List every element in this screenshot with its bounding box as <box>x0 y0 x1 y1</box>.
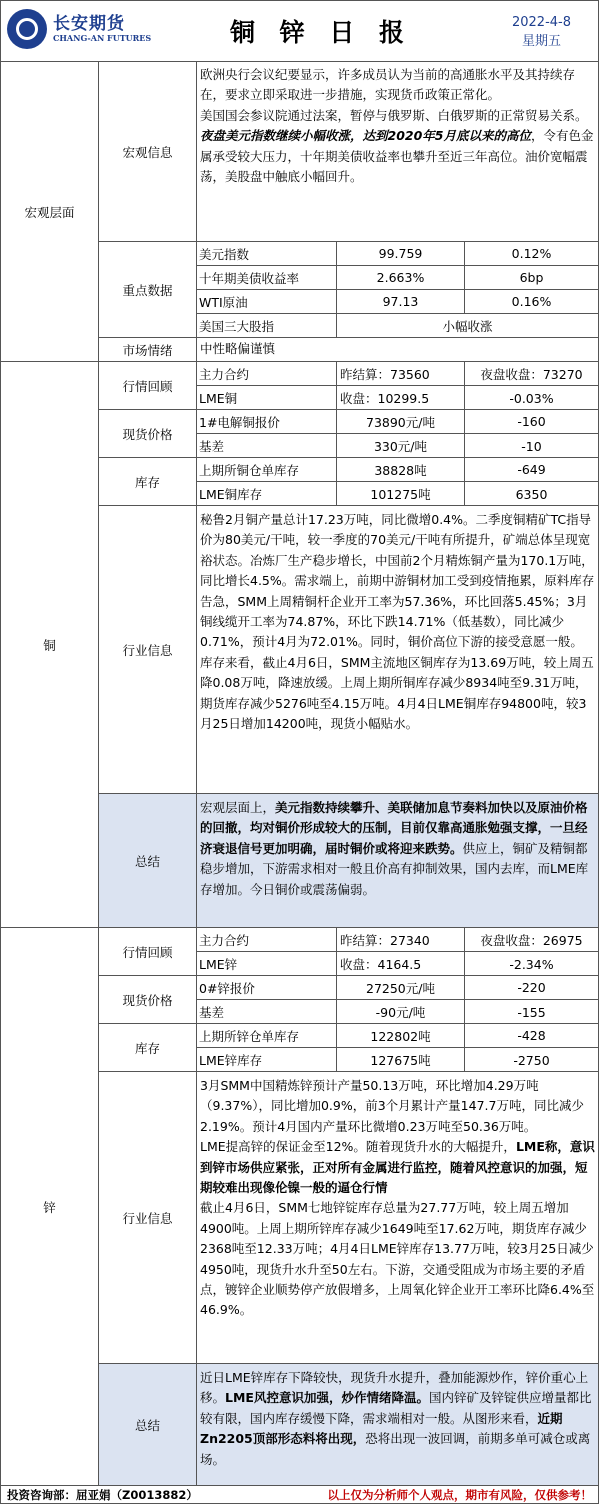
data-value-cell: 小幅收涨 <box>442 319 493 334</box>
copper-summary-row <box>99 794 598 927</box>
macro-info-row <box>99 62 598 242</box>
table-row <box>197 386 598 410</box>
row-label: 市场情绪 <box>99 338 197 361</box>
macro-info-text <box>197 62 598 241</box>
row-label: 现货价格 <box>99 410 197 457</box>
table-row <box>197 1000 598 1024</box>
zinc-inventory-row <box>99 1024 598 1072</box>
data-name-cell: 美元指数 <box>197 242 337 265</box>
date-text: 2022-4-8 <box>511 15 571 30</box>
data-value-cell: 127675吨 <box>337 1048 465 1072</box>
table-row <box>197 242 598 266</box>
data-change-cell: -649 <box>517 462 546 477</box>
data-value-cell: 收盘：10299.5 <box>337 386 465 410</box>
data-name-cell: 上期所锌仓单库存 <box>197 1024 337 1047</box>
table-row <box>197 362 598 386</box>
table-row <box>197 458 598 482</box>
table-row <box>197 434 598 458</box>
data-name-cell: WTI原油 <box>197 290 337 313</box>
data-change-cell: -155 <box>517 1004 546 1020</box>
industry-highlight: LME称，意识到锌市场供应紧张，正对所有金属进行监控，随着风控意识的加强，短期较难出现像伦镍一般的逼仓行情 <box>200 1139 595 1196</box>
weekday-text: 星期五 <box>521 34 561 49</box>
data-value-cell: 330元/吨 <box>337 434 465 458</box>
data-name-cell: 十年期美债收益率 <box>197 266 337 289</box>
zinc-review-row <box>99 928 598 976</box>
copper-inventory-row <box>99 458 598 506</box>
key-data-row <box>99 242 598 338</box>
copper-review-row <box>99 362 598 410</box>
data-change-cell: 6bp <box>519 270 544 285</box>
copper-industry-text: 秘鲁2月铜产量总计17.23万吨，同比微增0.4%。二季度铜精矿TC指导价为80美元/干吨，较一季度的70美元/干吨有所提升，矿端总体呈现宽裕状态。冶炼厂生产稳步增长，中国前2个月精炼铜产量为170.1万吨，同比增长4.5%。需求端上，前期中游铜材加工受到疫情拖累，原料库存告急，SMM上周精铜杆企业开工率为57.36%，环比回落5.45%；3月铜线缆开工率为74.87%，环比下跌14.71%（低基数），同比减少0.71%，预计4月为72.01%。同时，铜价高位下游的接受意愿一般。库存来看，截止4月6日，SMM主流地区铜库存为13.69万吨，较上周五降0.08万吨，降速放缓。上周上期所铜库存减少8934吨至9.31万吨，期货库存减少5276吨至4.15万吨。4月4日LME铜库存94800吨，较3月25日增加14200吨，现货小幅贴水。 <box>200 512 595 732</box>
industry-part: LME提高锌的保证金至12%。随着现货升水的大幅提升， <box>200 1139 516 1155</box>
row-label: 现货价格 <box>99 976 197 1023</box>
data-value-cell: 收盘：4164.5 <box>337 952 465 976</box>
report-date <box>489 13 594 51</box>
summary-highlight: 近期Zn2205顶部形态料将出现， <box>200 1410 563 1447</box>
row-label: 行业信息 <box>99 1072 197 1363</box>
data-name-cell: 基差 <box>197 434 337 458</box>
macro-info-p3-rest: ，令有色金属承受较大压力，十年期美债收益率也攀升至近三年高位。油价宽幅震荡，美股盘中触底小幅回升。 <box>200 128 594 185</box>
section-label: 宏观层面 <box>1 62 99 361</box>
data-change-cell: -2750 <box>513 1052 550 1068</box>
data-value-cell: 38828吨 <box>337 458 465 481</box>
company-name-cn: 长安期货 <box>53 14 125 34</box>
table-row <box>197 314 598 338</box>
zinc-industry-text <box>197 1072 598 1363</box>
data-change-cell: -2.34% <box>509 956 554 972</box>
data-value-cell: 122802吨 <box>337 1024 465 1047</box>
table-row <box>197 266 598 290</box>
data-value-cell: 97.13 <box>337 290 465 313</box>
data-change-cell: 夜盘收盘：26975 <box>480 932 583 948</box>
copper-industry-row <box>99 506 598 794</box>
macro-info-p1: 欧洲央行会议纪要显示，许多成员认为当前的高通胀水平及其持续存在，要求立即采取进一步措施，实现货币政策正常化。 <box>200 67 576 103</box>
data-name-cell: 主力合约 <box>197 928 337 951</box>
sentiment-value: 中性略偏谨慎 <box>200 341 276 356</box>
zinc-spot-row <box>99 976 598 1024</box>
zinc-industry-p1: 3月SMM中国精炼锌预计产量50.13万吨，环比增加4.29万吨（9.37%），同比增加0.9%，前3个月累计产量147.7万吨，同比减少2.19%。预计4月国内产量环比微增0.23万吨至50.36万吨。 <box>200 1078 584 1134</box>
zinc-industry-p2 <box>200 1137 595 1198</box>
data-name-cell: 主力合约 <box>197 362 337 385</box>
data-value-cell: 99.759 <box>337 242 465 265</box>
data-name-cell: 1#电解铜报价 <box>197 410 337 433</box>
data-change-cell: 6350 <box>515 486 548 502</box>
data-name-cell: 0#锌报价 <box>197 976 337 999</box>
data-value-cell: 73890元/吨 <box>337 410 465 433</box>
zinc-industry-row <box>99 1072 598 1364</box>
table-row <box>197 952 598 976</box>
zinc-summary-row <box>99 1364 598 1485</box>
table-row <box>197 1024 598 1048</box>
company-name-en: CHANG-AN FUTURES <box>53 33 152 43</box>
row-label: 库存 <box>99 1024 197 1071</box>
data-change-cell: 夜盘收盘：73270 <box>480 366 583 382</box>
report-header <box>0 0 599 62</box>
data-name-cell: LME锌 <box>197 952 337 976</box>
macro-info-p2: 美国国会参议院通过法案，暂停与俄罗斯、白俄罗斯的正常贸易关系。 <box>200 107 588 123</box>
data-value-cell: 昨结算：27340 <box>337 928 465 951</box>
data-name-cell: 美国三大股指 <box>197 314 337 338</box>
zinc-industry-p3: 截止4月6日，SMM七地锌锭库存总量为27.77万吨，较上周五增加4900吨。上周上期所锌库存减少1649吨至17.62万吨，期货库存减少2368吨至12.33万吨；4月4日LME锌库存13.77万吨，较3月25日减少4950吨，现货升水升至50左右。下游，交通受阻成为市场主要的矛盾点，镀锌企业顺势停产放假增多，上周氧化锌企业开工率环比降6.4%至46.9%。 <box>200 1200 595 1318</box>
row-label: 重点数据 <box>99 242 197 337</box>
summary-highlight: LME风控意识加强，炒作情绪降温。 <box>225 1390 429 1406</box>
table-row <box>197 290 598 314</box>
zinc-section <box>0 928 599 1486</box>
table-row <box>197 482 598 506</box>
summary-part: 国内锌矿及锌锭供应增量都比较有限，国内库存缓慢下降，需求端相对一般。从图形来看， <box>200 1390 592 1426</box>
data-name-cell: LME铜 <box>197 386 337 410</box>
report-title: 铜 锌 日 报 <box>229 18 413 47</box>
contact-text: 投资咨询部：屈亚娟（Z0013882） <box>7 1488 198 1502</box>
data-change-cell: -220 <box>517 980 546 995</box>
data-value-cell: 昨结算：73560 <box>337 362 465 385</box>
copper-summary-text <box>197 794 598 927</box>
zinc-summary-text <box>197 1364 598 1485</box>
logo-emblem-icon <box>7 9 47 49</box>
summary-part: 宏观层面上， <box>200 800 276 815</box>
data-name-cell: 基差 <box>197 1000 337 1024</box>
summary-part: 近日LME锌库存下降较快，现货升水提升，叠加能源炒作，锌价重心上移。 <box>200 1370 589 1406</box>
data-change-cell: -160 <box>517 414 546 429</box>
macro-section <box>0 62 599 362</box>
data-value-cell: 101275吨 <box>337 482 465 506</box>
section-label: 铜 <box>1 362 99 927</box>
table-row <box>197 410 598 434</box>
data-change-cell: -428 <box>517 1028 546 1043</box>
report-footer <box>0 1486 599 1504</box>
data-value-cell: 2.663% <box>337 266 465 289</box>
row-label: 宏观信息 <box>99 62 197 241</box>
data-change-cell: -0.03% <box>509 390 554 406</box>
macro-info-p3 <box>200 126 595 187</box>
copper-spot-row <box>99 410 598 458</box>
copper-section <box>0 362 599 928</box>
table-row <box>197 976 598 1000</box>
row-label: 库存 <box>99 458 197 505</box>
company-logo <box>5 6 152 56</box>
sentiment-row <box>99 338 598 361</box>
disclaimer-text: 以上仅为分析师个人观点，期市有风险，仅供参考！ <box>327 1488 592 1502</box>
data-change-cell: 0.12% <box>511 246 552 261</box>
table-row <box>197 1048 598 1072</box>
row-label: 总结 <box>99 794 197 927</box>
row-label: 总结 <box>99 1364 197 1485</box>
data-value-cell: 27250元/吨 <box>337 976 465 999</box>
data-name-cell: LME铜库存 <box>197 482 337 506</box>
data-value-cell: -90元/吨 <box>337 1000 465 1024</box>
summary-part: 供应上，铜矿及精铜都稳步增加，下游需求相对一般且价高有抑制效果，国内去库，而LME库存增加。今日铜价或震荡偏弱。 <box>200 840 589 897</box>
summary-part: 恐将出现一波回调，前期多单可减仓或离场。 <box>200 1431 591 1467</box>
row-label: 行情回顾 <box>99 928 197 975</box>
macro-info-p3-highlight: 夜盘美元指数继续小幅收涨，达到2020年5月底以来的高位 <box>200 128 531 144</box>
data-change-cell: 0.16% <box>511 294 552 309</box>
row-label: 行情回顾 <box>99 362 197 409</box>
data-name-cell: LME锌库存 <box>197 1048 337 1072</box>
data-name-cell: 上期所铜仓单库存 <box>197 458 337 481</box>
row-label: 行业信息 <box>99 506 197 793</box>
section-label: 锌 <box>1 928 99 1485</box>
summary-highlight: 美元指数持续攀升、美联储加息节奏料加快以及原油价格的回撤，均对铜价形成较大的压制，目前仅靠高通胀勉强支撑，一旦经济衰退信号更加明确，届时铜价或将迎来跌势。 <box>200 800 588 856</box>
data-change-cell: -10 <box>521 438 542 454</box>
table-row <box>197 928 598 952</box>
